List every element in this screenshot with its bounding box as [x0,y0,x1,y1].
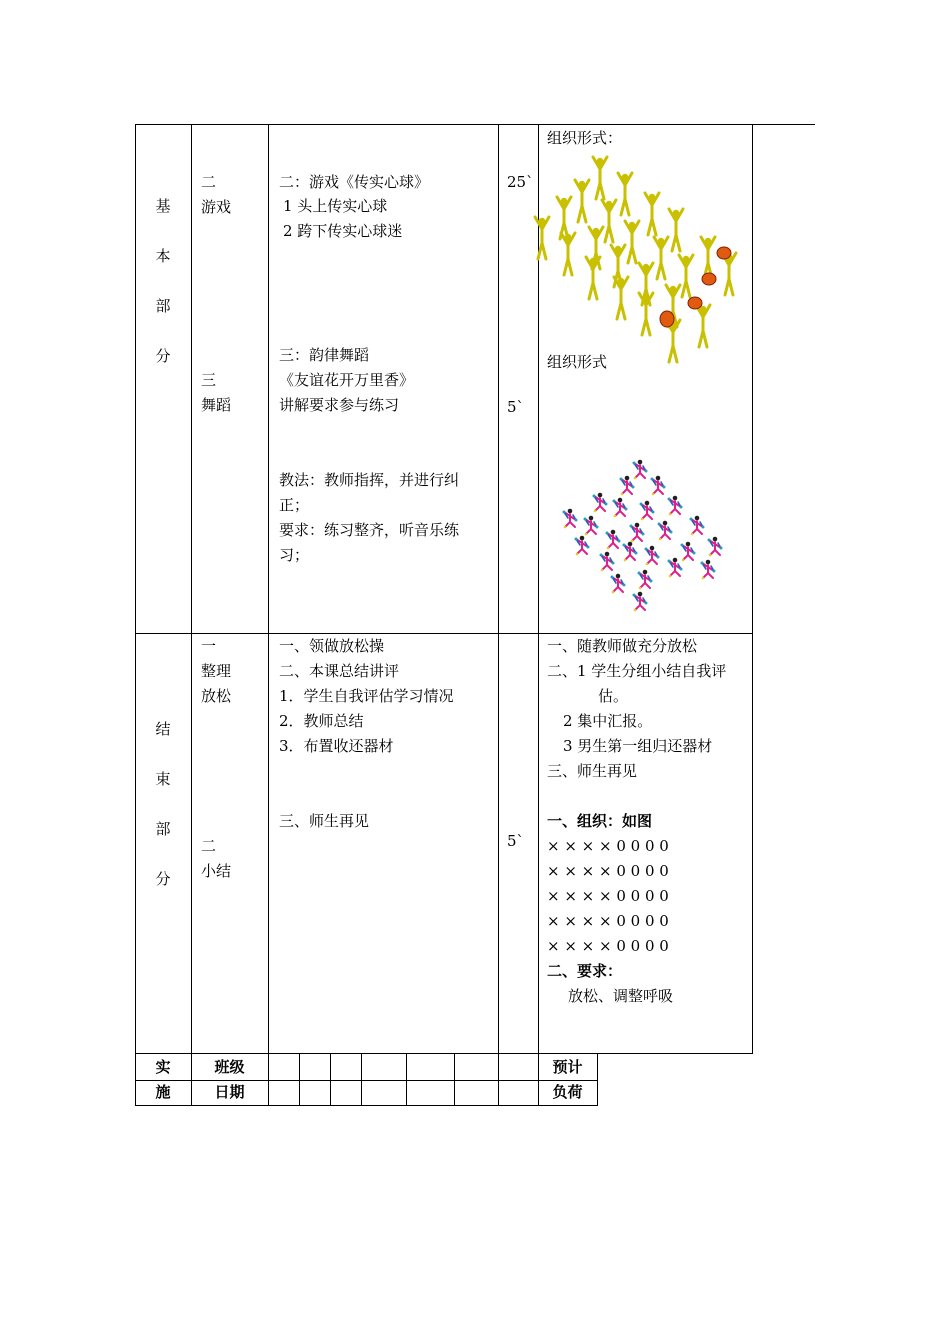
game-step: 1 头上传实心球 [283,197,388,215]
item-number: 三 [201,371,217,389]
content-line: 3．布置收还器材 [279,737,394,755]
teaching-method: 正； [279,496,310,514]
item-name: 放松 [201,687,232,705]
org-heading: 二、要求： [547,962,623,980]
org-requirement: 放松、调整呼吸 [568,987,674,1005]
game-step: 2 跨下传实心球迷 [283,222,403,240]
dance-name: 《友谊花开万里香》 [279,371,415,389]
item-number: 二 [201,173,217,191]
content-line: 1．学生自我评估学习情况 [279,687,454,705]
formation-row: × × × × 0 0 0 0 [547,862,669,880]
ending-section-char: 束 [155,770,171,788]
game-formation-figure [528,155,743,365]
requirement: 要求：练习整齐，听音乐练 [279,521,460,539]
org-line: 一、随教师做充分放松 [547,637,698,655]
impl-label: 实 [155,1058,171,1076]
load-label: 负荷 [552,1083,583,1101]
date-label: 日期 [214,1083,245,1101]
dance-desc: 讲解要求参与练习 [279,396,400,414]
item-name: 整理 [201,662,232,680]
ending-section-char: 部 [155,820,171,838]
item-name: 舞蹈 [201,396,232,414]
org-line: 2 集中汇报。 [563,712,653,730]
dancer-icon [563,460,723,612]
basic-section-char: 本 [155,247,171,265]
content-line: 2．教师总结 [279,712,364,730]
item-name: 小结 [201,862,232,880]
teaching-method: 教法：教师指挥，并进行纠 [279,471,460,489]
load-label: 预计 [552,1058,583,1076]
content-line: 一、领做放松操 [279,637,385,655]
game-title: 二：游戏《传实心球》 [279,173,430,191]
org-heading: 一、组织：如图 [547,812,653,830]
dance-title: 三：韵律舞蹈 [279,346,370,364]
formation-row: × × × × 0 0 0 0 [547,837,669,855]
dance-formation-figure [555,455,740,615]
basic-section-char: 基 [155,197,171,215]
person-icon [535,157,736,362]
time-value: 5` [507,398,525,416]
ending-section-char: 结 [155,720,171,738]
formation-row: × × × × 0 0 0 0 [547,887,669,905]
org-line: 二、1 学生分组小结自我评 [547,662,727,680]
basic-section-char: 部 [155,297,171,315]
org-label: 组织形式： [547,129,623,147]
time-value: 25` [507,173,534,191]
item-number: 一 [201,637,217,655]
time-value: 5` [507,832,525,850]
org-line: 估。 [598,687,629,705]
org-line: 3 男生第一组归还器材 [563,737,713,755]
basic-section-char: 分 [155,347,171,365]
formation-row: × × × × 0 0 0 0 [547,912,669,930]
requirement: 习； [279,546,310,564]
item-name: 游戏 [201,198,232,216]
ending-section-char: 分 [155,870,171,888]
item-number: 二 [201,837,217,855]
formation-row: × × × × 0 0 0 0 [547,937,669,955]
org-line: 三、师生再见 [547,762,638,780]
class-label: 班级 [214,1058,245,1076]
org-label: 组织形式 [547,353,608,371]
content-line: 二、本课总结讲评 [279,662,400,680]
impl-label: 施 [155,1083,171,1101]
content-line: 三、师生再见 [279,812,370,830]
